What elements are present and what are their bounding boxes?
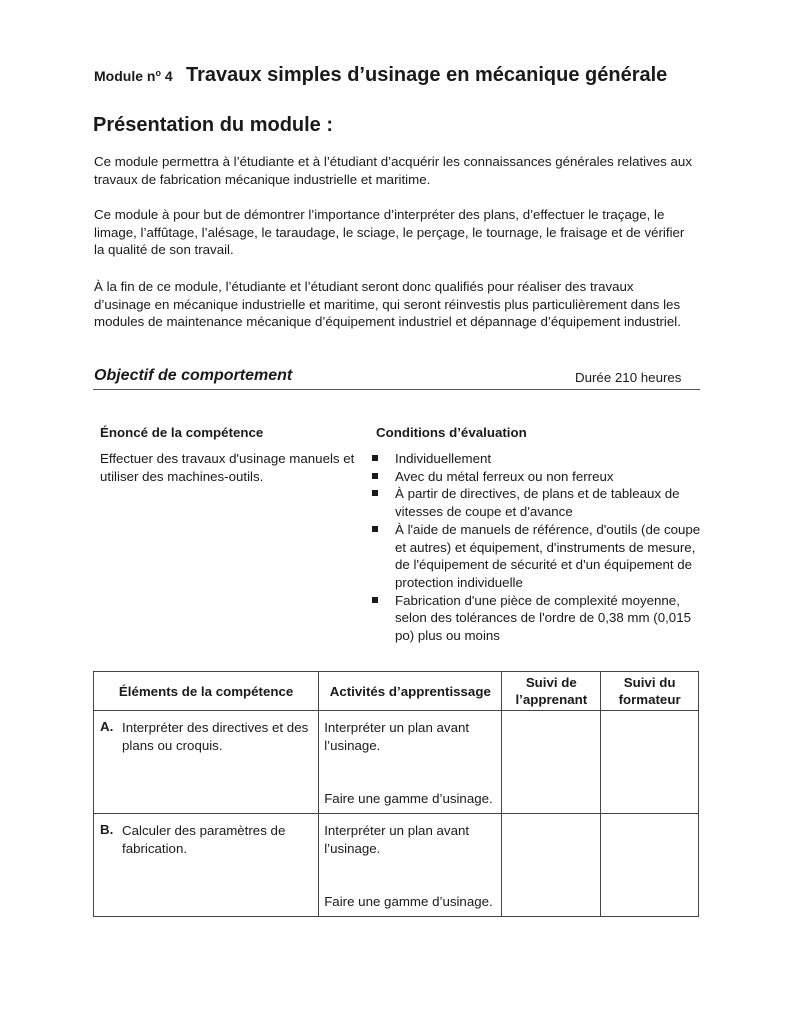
activity-cell [319, 814, 502, 917]
suivi-formateur-cell[interactable] [601, 814, 699, 917]
activity-cell [319, 711, 502, 814]
condition-text: À partir de directives, de plans et de tableaux de vitesses de coupe et d'avance [395, 486, 680, 520]
condition-text: À l'aide de manuels de référence, d'outils (de coupe et autres) et équipement, d'instruments de mesure, de l'équipement de sécurité et d'un équipement de protection individuelle [395, 521, 701, 590]
objectif-title: Objectif de comportement [94, 367, 293, 384]
list-item [372, 521, 702, 592]
table-header-row [94, 672, 699, 711]
suivi-apprenant-cell[interactable] [502, 814, 601, 917]
square-bullet-icon [372, 526, 378, 532]
square-bullet-icon [372, 490, 378, 496]
module-number: 4 [164, 68, 173, 84]
enonce-text: Effectuer des travaux d'usinage manuels et utiliser des machines-outils. [100, 451, 355, 484]
presentation-paragraph-3: À la fin de ce module, l’étudiante et l’étudiant seront donc qualifiés pour réaliser des travaux d’usinage en mécanique industrielle et maritime, qui seront réinvestis plus particulièrement dans les modules de maintenance mécanique d’équipement industriel et dépannage d’équipement industriel. [94, 279, 681, 329]
presentation-title: Présentation du module : [93, 114, 334, 136]
activity-text-2: Faire une gamme d’usinage. [324, 791, 493, 806]
condition-text: Individuellement [395, 451, 492, 466]
module-label [94, 68, 173, 84]
table-row [94, 711, 699, 814]
suivi-apprenant-cell[interactable] [502, 711, 601, 814]
element-cell [94, 814, 319, 917]
suivi-formateur-cell[interactable] [601, 711, 699, 814]
presentation-paragraph-1: Ce module permettra à l’étudiante et à l’étudiant d’acquérir les connaissances générales relatives aux travaux de fabrication mécanique industrielle et maritime. [94, 154, 692, 187]
element-cell [94, 711, 319, 814]
module-label-text: Module n [94, 68, 156, 84]
element-text: Calculer des paramètres de fabrication. [122, 823, 286, 856]
activity-text-1: Interpréter un plan avant l’usinage. [324, 720, 470, 753]
presentation-paragraph-2: Ce module à pour but de démontrer l’importance d’interpréter des plans, d’effectuer le traçage, le limage, l’affûtage, l’alésage, le taraudage, le sciage, le perçage, le tournage, le fraisage et de vérifier la qualité de son travail. [94, 207, 685, 257]
element-text: Interpréter des directives et des plans ou croquis. [122, 720, 309, 753]
list-item [372, 485, 702, 520]
square-bullet-icon [372, 473, 378, 479]
element-letter: A. [100, 719, 114, 734]
list-item [372, 468, 702, 486]
list-item [372, 450, 702, 468]
module-label-superscript: o [155, 68, 161, 78]
conditions-heading: Conditions d’évaluation [376, 425, 527, 440]
activity-text-1: Interpréter un plan avant l’usinage. [324, 823, 470, 856]
duree-label: Durée 210 heures [575, 370, 682, 385]
module-title: Travaux simples d’usinage en mécanique générale [186, 64, 668, 86]
header-suivi-apprenant: Suivi de l’apprenant [502, 672, 601, 711]
condition-text: Avec du métal ferreux ou non ferreux [395, 468, 614, 484]
header-suivi-formateur: Suivi du formateur [601, 672, 699, 711]
condition-text: Fabrication d'une pièce de complexité moyenne, selon des tolérances de l'ordre de 0,38 mm (0,015 po) plus ou moins [395, 592, 691, 644]
enonce-heading: Énoncé de la compétence [100, 425, 264, 440]
activity-text-2: Faire une gamme d’usinage. [324, 894, 493, 909]
section-divider [93, 389, 700, 390]
header-elements: Éléments de la compétence [94, 672, 319, 711]
square-bullet-icon [372, 455, 378, 461]
competence-table [93, 671, 699, 917]
square-bullet-icon [372, 597, 378, 603]
list-item [372, 592, 702, 645]
header-activites: Activités d’apprentissage [319, 672, 502, 711]
table-row [94, 814, 699, 917]
element-letter: B. [100, 822, 114, 837]
conditions-list [372, 450, 702, 645]
